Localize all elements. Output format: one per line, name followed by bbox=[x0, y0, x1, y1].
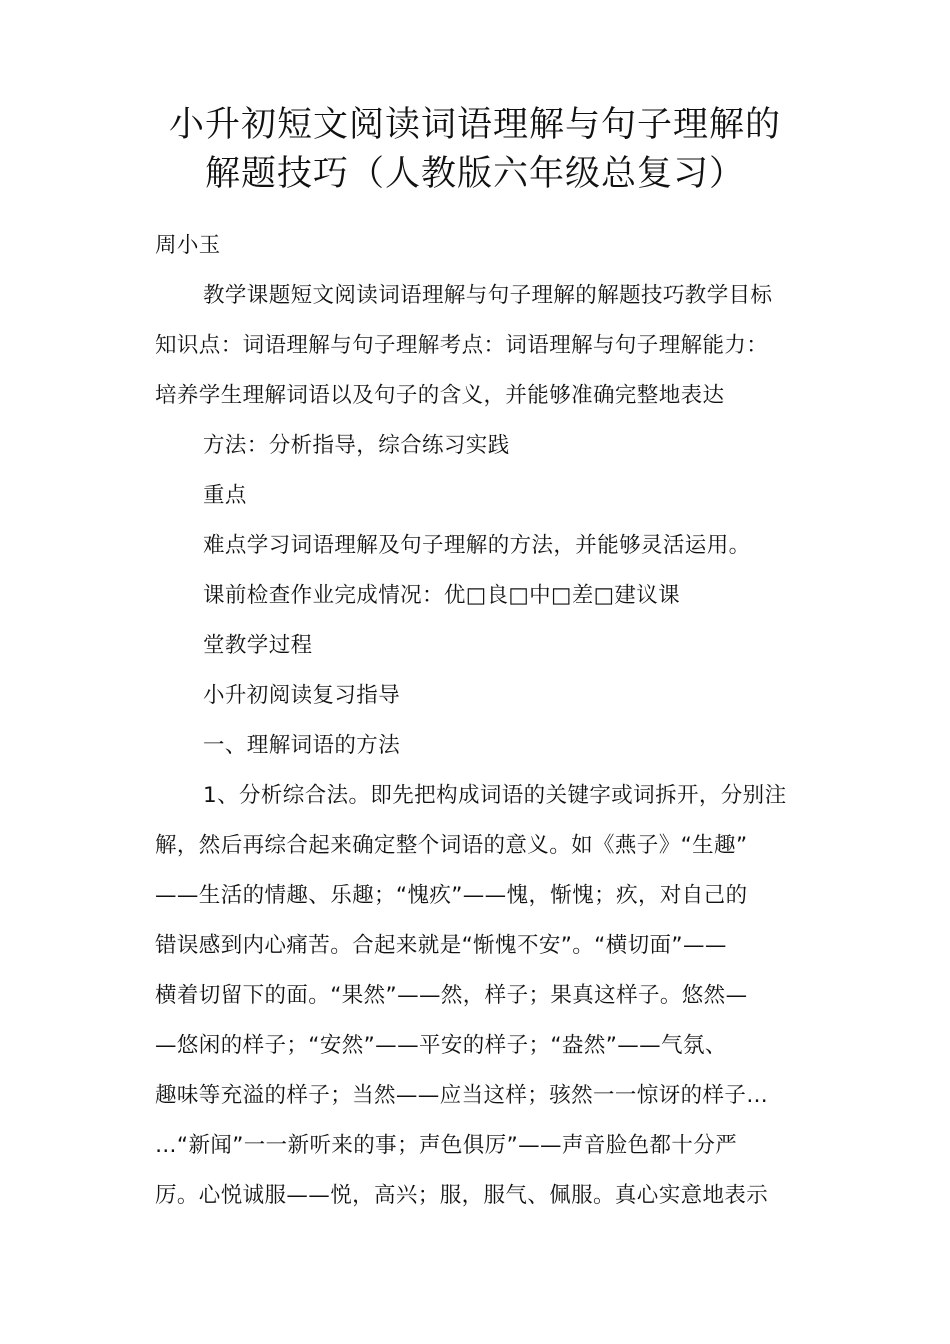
paragraph-line: 解，然后再综合起来确定整个词语的意义。如《燕子》“生趣” bbox=[155, 833, 748, 858]
paragraph-line: …“新闻”一一新听来的事；声色俱厉”——声音脸色都十分严 bbox=[155, 1133, 738, 1158]
section-heading: 小升初阅读复习指导 bbox=[203, 683, 401, 708]
paragraph-line: —悠闲的样子；“安然”——平安的样子；“盎然”——气氛、 bbox=[155, 1033, 727, 1058]
paragraph-line: 1、分析综合法。即先把构成词语的关键字或词拆开，分别注 bbox=[203, 783, 787, 808]
document-title-line-1: 小升初短文阅读词语理解与句子理解的 bbox=[168, 105, 781, 145]
paragraph-line: 厉。心悦诚服——悦，高兴；服，服气、佩服。真心实意地表示 bbox=[155, 1183, 769, 1208]
document-title-line-2: 解题技巧（人教版六年级总复习） bbox=[204, 154, 745, 194]
paragraph-line: 难点学习词语理解及句子理解的方法，并能够灵活运用。 bbox=[203, 533, 751, 558]
author-name: 周小玉 bbox=[155, 233, 221, 258]
paragraph-line: 教学课题短文阅读词语理解与句子理解的解题技巧教学目标 bbox=[203, 283, 773, 308]
paragraph-line: 方法：分析指导，综合练习实践 bbox=[203, 433, 510, 458]
paragraph-line: ——生活的情趣、乐趣；“愧疚”——愧，惭愧；疚，对自己的 bbox=[155, 883, 748, 908]
section-heading: 一、理解词语的方法 bbox=[203, 733, 401, 758]
paragraph-line: 重点 bbox=[203, 483, 247, 508]
paragraph-line: 课前检查作业完成情况：优□良□中□差□建议课 bbox=[203, 583, 681, 608]
paragraph-line: 错误感到内心痛苦。合起来就是“惭愧不安”。“横切面”—— bbox=[155, 933, 727, 958]
paragraph-line: 堂教学过程 bbox=[203, 633, 313, 658]
paragraph-line: 趣味等充溢的样子；当然——应当这样；骇然一一惊讶的样子… bbox=[155, 1083, 769, 1108]
paragraph-line: 横着切留下的面。“果然”——然，样子；果真这样子。悠然— bbox=[155, 983, 748, 1008]
paragraph-line: 培养学生理解词语以及句子的含义，并能够准确完整地表达 bbox=[155, 383, 725, 408]
paragraph-line: 知识点：词语理解与句子理解考点：词语理解与句子理解能力： bbox=[155, 333, 769, 358]
